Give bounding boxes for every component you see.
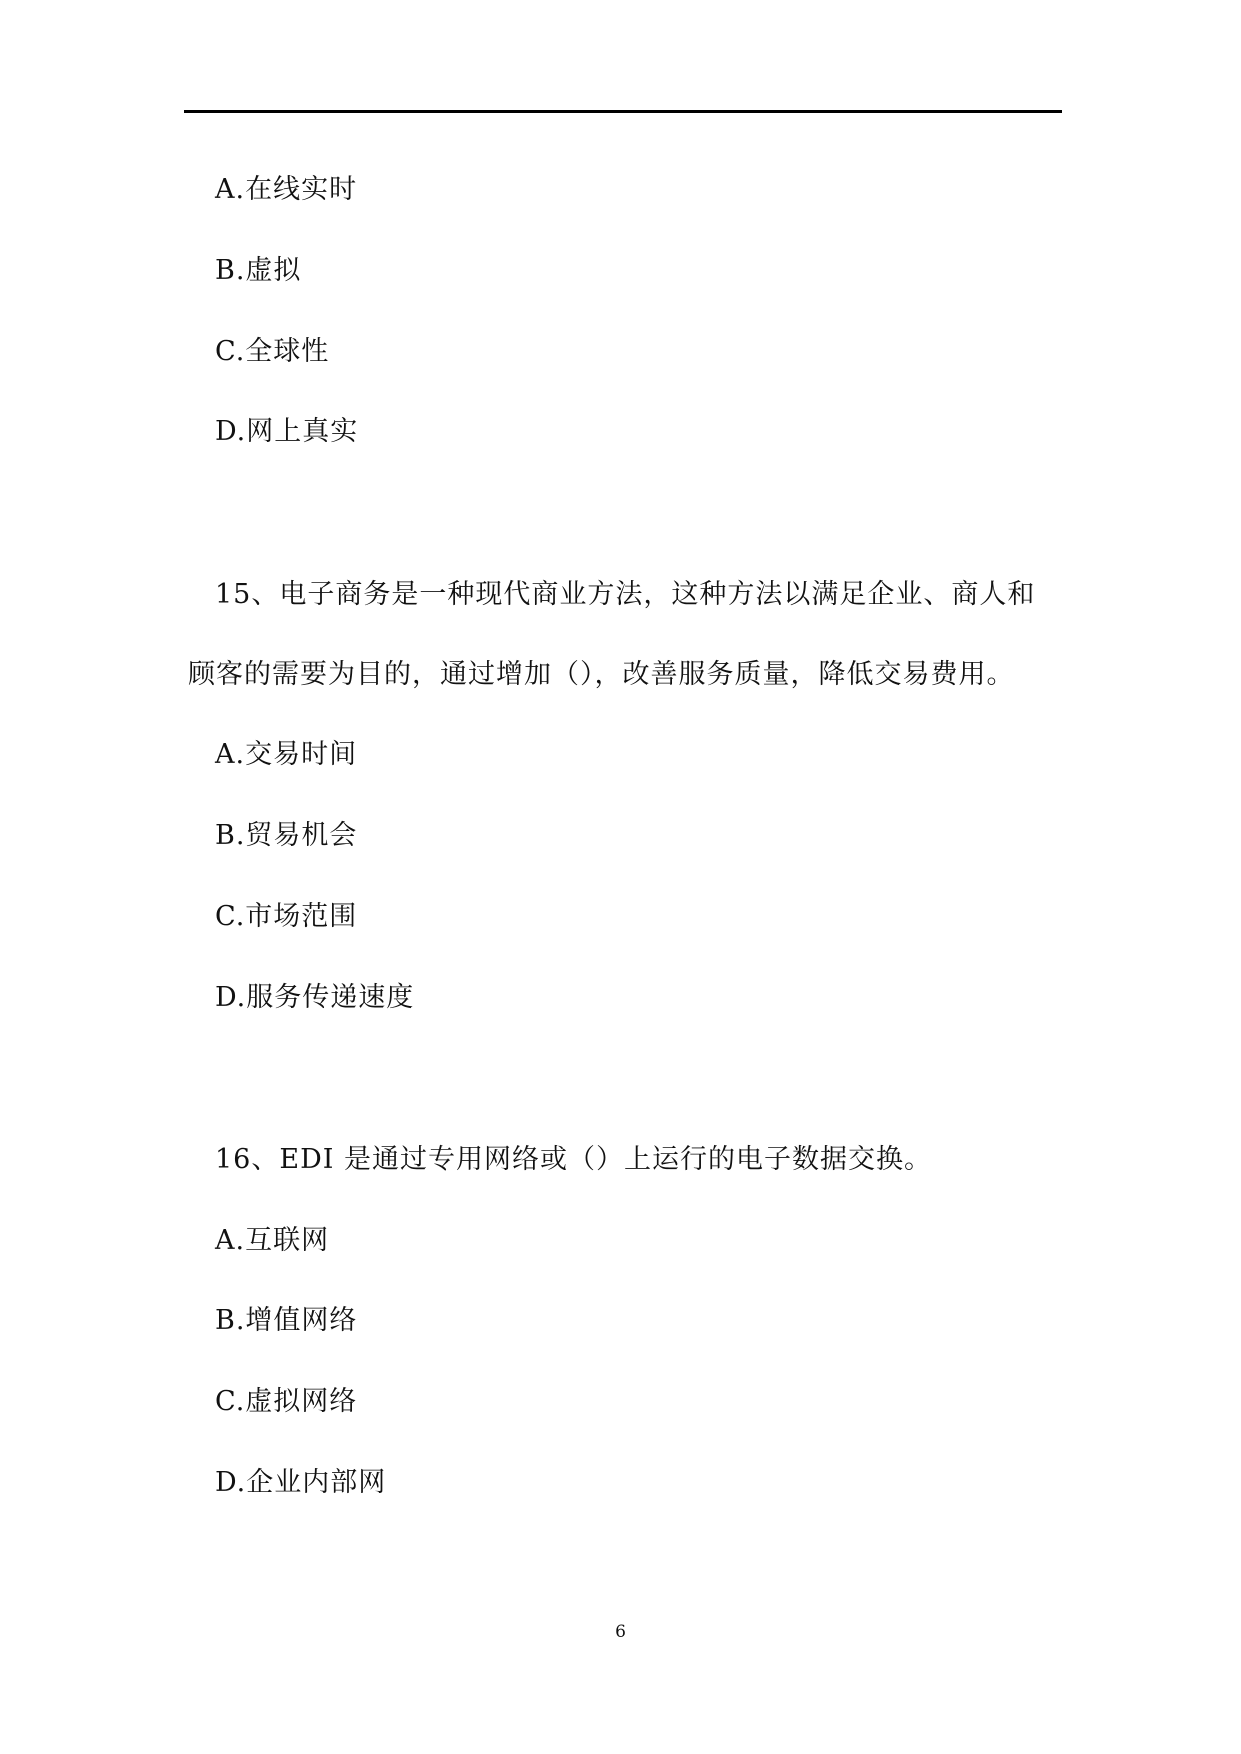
option-b: B.虚拟 — [215, 255, 302, 286]
option-b: B.增值网络 — [215, 1305, 358, 1336]
option-d: D.网上真实 — [215, 416, 359, 447]
option-b: B.贸易机会 — [215, 820, 358, 851]
option-c: C.市场范围 — [215, 901, 358, 932]
question-stem-line-1: 15、电子商务是一种现代商业方法，这种方法以满足企业、商人和 — [215, 579, 1036, 610]
option-d: D.服务传递速度 — [215, 982, 415, 1013]
page-number: 6 — [615, 1622, 626, 1642]
option-c: C.全球性 — [215, 336, 330, 367]
option-a: A.交易时间 — [215, 739, 358, 770]
option-a: A.互联网 — [215, 1225, 330, 1256]
question-stem-line-1: 16、EDI 是通过专用网络或（）上运行的电子数据交换。 — [215, 1144, 932, 1175]
option-c: C.虚拟网络 — [215, 1386, 358, 1417]
option-d: D.企业内部网 — [215, 1467, 387, 1498]
question-stem-line-2: 顾客的需要为目的，通过增加（），改善服务质量，降低交易费用。 — [188, 659, 1015, 690]
option-a: A.在线实时 — [215, 174, 358, 205]
header-rule — [184, 110, 1062, 113]
